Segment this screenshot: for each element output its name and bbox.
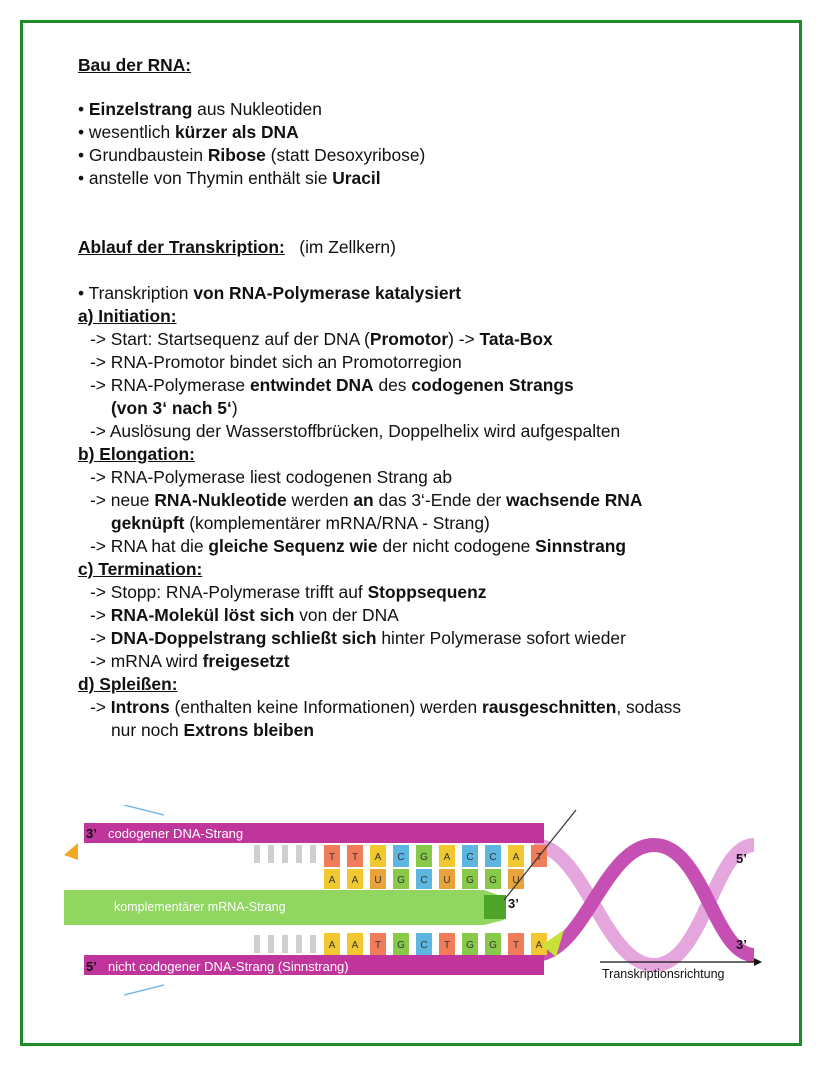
decor-line [124,805,164,815]
base-letter: U [443,875,451,886]
direction-arrow-head [754,958,762,966]
heading-transcription: Ablauf der Transkription: (im Zellkern) [78,237,396,257]
label-codogen: codogener DNA-Strang [108,826,244,841]
elongation-line-2: -> neue RNA-Nukleotide werden an das 3‘-Ende der wachsende RNA [90,490,643,510]
base-letter: T [512,940,520,951]
base-letter: U [374,875,382,886]
elongation-line-3: geknüpft (komplementärer mRNA/RNA - Strang) [111,513,490,533]
rna-point-2: • wesentlich kürzer als DNA [78,122,299,142]
rna-point-3: • Grundbaustein Ribose (statt Desoxyribose) [78,145,426,165]
base-letter: C [466,852,474,863]
label-3prime-mrna: 3’ [508,896,519,911]
termination-line-1: -> Stopp: RNA-Polymerase trifft auf Stoppsequenz [90,582,487,602]
termination-line-2: -> RNA-Molekül löst sich von der DNA [90,605,399,625]
base-letter: G [489,940,497,951]
termination-line-3: -> DNA-Doppelstrang schließt sich hinter Polymerase sofort wieder [90,628,626,648]
base-letter: G [397,875,405,886]
rna-point-4: • anstelle von Thymin enthält sie Uracil [78,168,381,188]
heading-rna-structure: Bau der RNA: [78,55,192,75]
elongation-line-1: -> RNA-Polymerase liest codogenen Strang ab [90,467,453,487]
splicing-line-1: -> Introns (enthalten keine Informationen) werden rausgeschnitten, sodass [90,697,682,717]
base-letter: U [512,875,520,886]
initiation-line-2: -> RNA-Promotor bindet sich an Promotorregion [90,352,462,372]
base-letter: G [466,875,474,886]
section-initiation: a) Initiation: [78,306,177,326]
initiation-line-3: -> RNA-Polymerase entwindet DNA des codogenen Strangs [90,375,574,395]
base-letter: A [535,940,543,951]
label-mrna: komplementärer mRNA-Strang [114,900,286,914]
dna-helix [534,845,754,965]
sense-bases [324,933,547,955]
base-letter: T [328,852,336,863]
elongation-line-4: -> RNA hat die gleiche Sequenz wie der nicht codogene Sinnstrang [90,536,626,556]
base-letter: T [443,940,451,951]
base-letter: A [328,940,336,951]
initiation-line-5: -> Auslösung der Wasserstoffbrücken, Doppelhelix wird aufgespalten [90,421,621,441]
label-5prime-right: 5’ [736,851,747,866]
base-letter: C [397,852,405,863]
codogen-bases [324,845,547,867]
label-3prime-left-top: 3’ [86,826,97,841]
section-splicing: d) Spleißen: [78,674,178,694]
base-letter: G [466,940,474,951]
base-letter: C [420,875,428,886]
initiation-line-4: (von 3‘ nach 5‘) [111,398,238,418]
rna-point-1: • Einzelstrang aus Nukleotiden [78,99,322,119]
label-sense: nicht codogener DNA-Strang (Sinnstrang) [108,959,349,974]
base-letter: A [443,852,451,863]
base-letter: A [351,875,359,886]
base-letter: T [535,852,543,863]
mrna-tip [484,895,506,919]
transcription-diagram [64,805,764,1005]
initiation-line-1: -> Start: Startsequenz auf der DNA (Promotor) -> Tata-Box [90,329,553,349]
base-letter: C [420,940,428,951]
base-letter: A [328,875,336,886]
splicing-line-2: nur noch Extrons bleiben [111,720,314,740]
base-letter: C [489,852,497,863]
decor-line [124,985,164,995]
transcription-intro: • Transkription von RNA-Polymerase katalysiert [78,283,462,303]
mrna-bases [324,869,524,889]
section-termination: c) Termination: [78,559,203,579]
label-5prime-left-bottom: 5’ [86,959,97,974]
termination-line-4: -> mRNA wird freigesetzt [90,651,290,671]
label-direction: Transkriptionsrichtung [602,967,725,981]
label-3prime-right: 3’ [736,937,747,952]
base-letter: A [351,940,359,951]
base-letter: G [489,875,497,886]
base-letter: G [397,940,405,951]
polymerase-edge [64,843,78,860]
base-letter: A [374,852,382,863]
base-letter: T [351,852,359,863]
base-letter: G [420,852,428,863]
base-letter: T [374,940,382,951]
section-elongation: b) Elongation: [78,444,195,464]
base-letter: A [512,852,520,863]
